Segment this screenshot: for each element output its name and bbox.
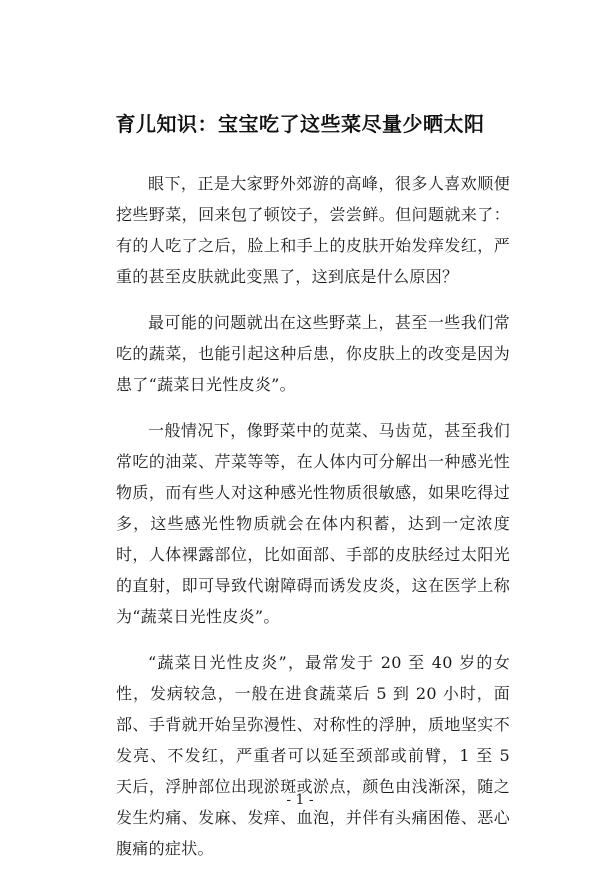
paragraph-2: 最可能的问题就出在这些野菜上，甚至一些我们常吃的蔬菜，也能引起这种后患，你皮肤上的改变是因为患了“蔬菜日光性皮炎”。 [116, 313, 510, 394]
paragraph-1: 眼下，正是大家野外郊游的高峰，很多人喜欢顺便挖些野菜，回来包了顿饺子，尝尝鲜。但问题就来了：有的人吃了之后，脸上和手上的皮肤开始发痒发红，严重的甚至皮肤就此变黑了，这到底是什么原因？ [116, 174, 510, 286]
paragraph-3: 一般情况下，像野菜中的苋菜、马齿苋，甚至我们常吃的油菜、芹菜等等，在人体内可分解出一种感光性物质，而有些人对这种感光性物质很敏感，如果吃得过多，这些感光性物质就会在体内积蓄，达到一定浓度时，人体裸露部位，比如面部、手部的皮肤经过太阳光的直射，即可导致代谢障碍而诱发皮炎，这在医学上称为“蔬菜日光性皮炎”。 [116, 421, 510, 626]
page-title: 育儿知识：宝宝吃了这些菜尽量少晒太阳 [115, 112, 485, 136]
paragraph-4: “蔬菜日光性皮炎”，最常发于 20 至 40 岁的女性，发病较急，一般在进食蔬菜后 5 到 20 小时，面部、手背就开始呈弥漫性、对称性的浮肿，质地坚实不发亮、不发红，严重者可以延至颈部或前臂，1 至 5 天后，浮肿部位出现淤斑或淤点，颜色由浅渐深，随之发生灼痛、发麻、发痒、血泡，并伴有头痛困倦、恶心腹痛的症状。 [116, 653, 510, 858]
article-body [116, 168, 510, 879]
page-number: - 1 - [286, 792, 314, 808]
